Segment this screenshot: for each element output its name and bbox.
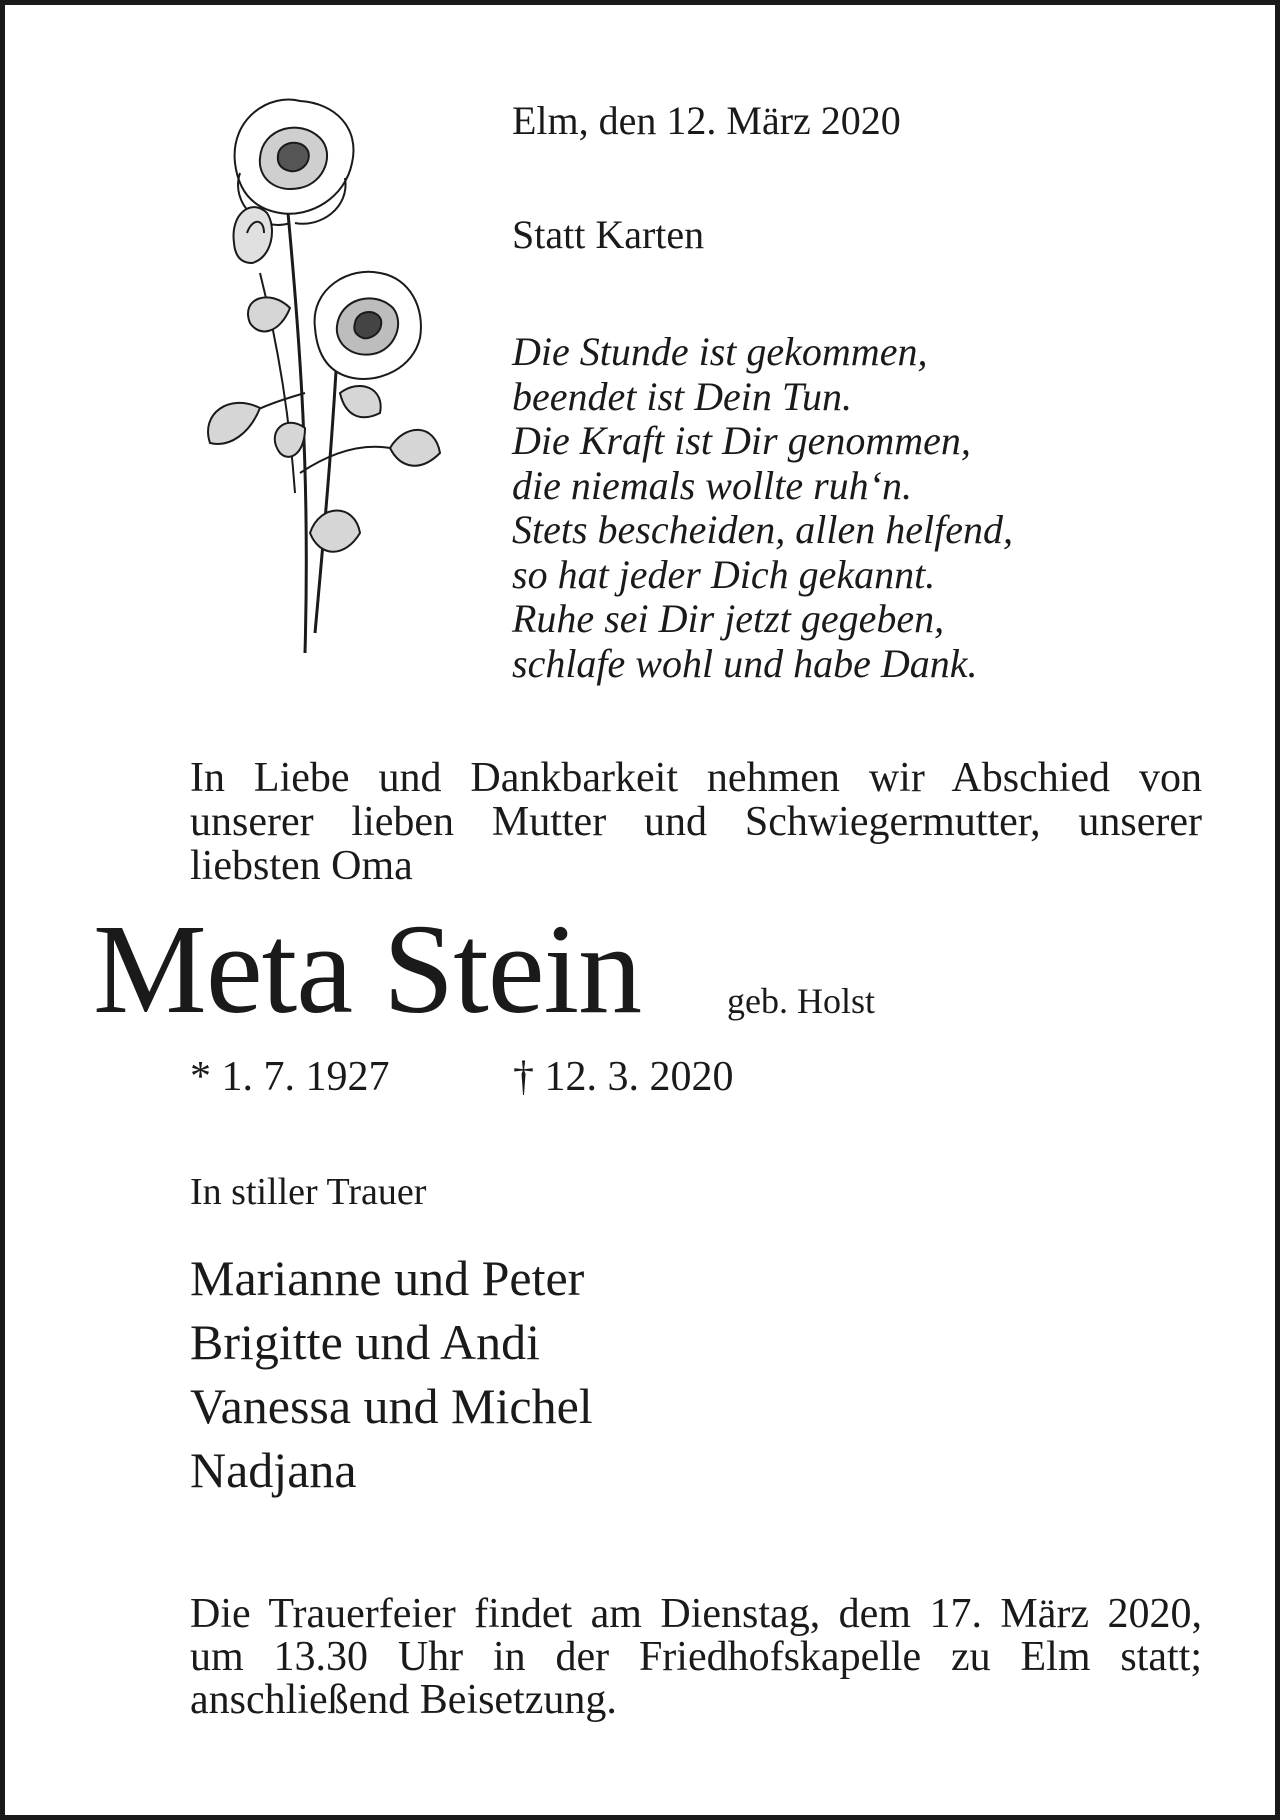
rose-icon [190, 93, 455, 668]
death-date: † 12. 3. 2020 [513, 1054, 734, 1100]
intro-line: In Liebe und Dankbarkeit nehmen wir Abschied von [190, 755, 1202, 801]
poem-line: die niemals wollte ruh‘n. [512, 462, 912, 508]
mourner-name: Marianne und Peter [190, 1250, 585, 1306]
farewell-intro [190, 756, 1202, 888]
poem-line: Ruhe sei Dir jetzt gegeben, [512, 596, 945, 641]
deceased-name: Meta Stein [93, 898, 642, 1040]
service-line: Die Trauerfeier findet am Dienstag, dem 17. März 2020, [190, 1591, 1202, 1637]
funeral-service-info [190, 1593, 1202, 1722]
poem-line: beendet ist Dein Tun. [512, 373, 852, 419]
statt-karten-label: Statt Karten [512, 212, 705, 257]
poem-line: Die Kraft ist Dir genommen, [512, 418, 971, 463]
mourner-name: Nadjana [190, 1442, 357, 1498]
mourner-name: Brigitte und Andi [190, 1314, 540, 1370]
maiden-name: geb. Holst [727, 981, 875, 1021]
poem-line: so hat jeder Dich gekannt. [512, 551, 936, 597]
place-date: Elm, den 12. März 2020 [512, 98, 901, 143]
poem-line: Die Stunde ist gekommen, [512, 329, 928, 374]
poem [512, 330, 1013, 686]
mourner-list [190, 1246, 593, 1502]
mourner-name: Vanessa und Michel [190, 1378, 593, 1434]
intro-line: liebsten Oma [190, 843, 413, 889]
birth-date: * 1. 7. 1927 [190, 1054, 390, 1100]
intro-line: unserer lieben Mutter und Schwiegermutter, unserer [190, 799, 1202, 845]
mourning-heading: In stiller Trauer [190, 1171, 427, 1213]
service-line: um 13.30 Uhr in der Friedhofskapelle zu Elm statt; [190, 1634, 1202, 1680]
poem-line: Stets bescheiden, allen helfend, [512, 507, 1013, 552]
poem-line: schlafe wohl und habe Dank. [512, 640, 978, 686]
service-line: anschließend Beisetzung. [190, 1677, 617, 1723]
